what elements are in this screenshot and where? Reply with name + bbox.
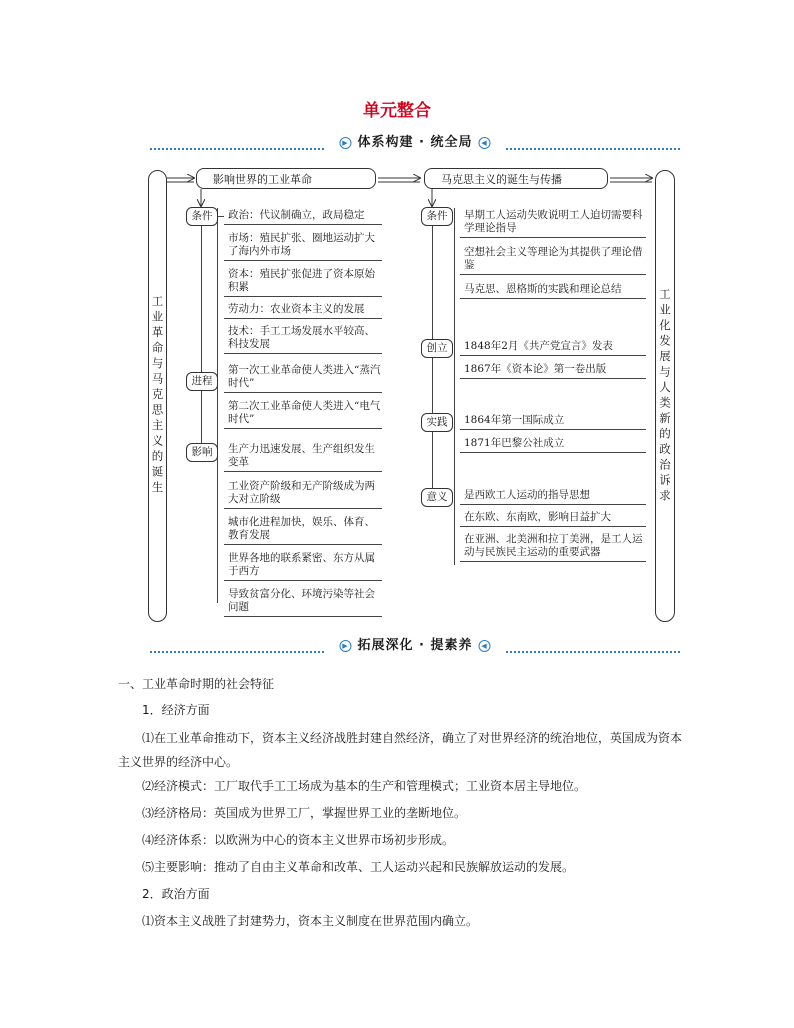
left-condition-item: 技术：手工工场发展水平较高、科技发展: [224, 322, 382, 354]
left-impact-item: 导致贫富分化、环境污染等社会问题: [224, 585, 382, 617]
right-practice-item: 1864年第一国际成立: [460, 411, 646, 430]
left-process-item: 第一次工业革命使人类进入“蒸汽时代”: [224, 361, 382, 393]
arrow-right-icon: ▶: [340, 137, 352, 149]
paragraph: 2．政治方面: [142, 887, 210, 901]
left-items-line: [217, 208, 218, 603]
left-process-item: 第二次工业革命使人类进入“电气时代”: [224, 397, 382, 429]
paragraph: ⑵经济模式：工厂取代手工工场成为基本的生产和管理模式；工业资本居主导地位。: [142, 779, 587, 793]
section-heading: 一、工业革命时期的社会特征: [118, 677, 275, 691]
paragraph: ⑷经济体系：以欧洲为中心的资本主义世界市场初步形成。: [142, 833, 455, 847]
left-impact-item: 工业资产阶级和无产阶级成为两大对立阶级: [224, 477, 382, 509]
page-title: 单元整合: [363, 101, 431, 121]
left-tree-line: [201, 226, 202, 450]
left-impact-item: 世界各地的联系紧密、东方从属于西方: [224, 549, 382, 581]
paragraph: 1．经济方面: [142, 703, 210, 717]
right-vertical-text: 工业化发展与人类新的政治诉求: [658, 287, 672, 505]
right-significance-item: 在亚洲、北美洲和拉丁美洲，是工人运动与民族民主运动的重要武器: [460, 530, 646, 562]
left-condition-item: 政治：代议制确立，政局稳定: [224, 206, 382, 225]
arrow-left-icon: ◀: [479, 640, 491, 652]
right-founding-item: 1848年2月《共产党宣言》发表: [460, 337, 646, 356]
right-tree-line: [432, 226, 433, 494]
left-condition-item: 市场：殖民扩张、圈地运动扩大了海内外市场: [224, 229, 382, 261]
paragraph: ⑶经济格局：英国成为世界工厂，掌握世界工业的垄断地位。: [142, 806, 467, 820]
left-condition-item: 劳动力：农业资本主义的发展: [224, 300, 382, 319]
right-top-box: 马克思主义的诞生与传播: [424, 168, 608, 189]
right-significance-item: 是西欧工人运动的指导思想: [460, 486, 646, 505]
right-condition-item: 早期工人运动失败说明工人迫切需要科学理论指导: [460, 206, 646, 238]
arrow-right-icon: ▶: [340, 640, 352, 652]
left-impact-item: 生产力迅速发展、生产组织发生变革: [224, 440, 382, 472]
paragraph: ⑴资本主义战胜了封建势力，资本主义制度在世界范围内确立。: [142, 914, 479, 928]
paragraph: ⑸主要影响：推动了自由主义革命和改革、工人运动兴起和民族解放运动的发展。: [142, 860, 575, 874]
left-condition-item: 资本：殖民扩张促进了资本原始积累: [224, 265, 382, 297]
paragraph: ⑴在工业革命推动下，资本主义经济战胜封建自然经济，确立了对世界经济的统治地位，英国成为资本主义世界的经济中心。: [118, 731, 683, 769]
right-significance-item: 在东欧、东南欧，影响日益扩大: [460, 508, 646, 527]
tag-left-process: 进程: [186, 372, 218, 391]
tag-right-significance: 意义: [421, 488, 453, 507]
right-items-line: [454, 208, 455, 565]
right-practice-item: 1871年巴黎公社成立: [460, 434, 646, 453]
banner-label: 拓展深化 · 提素养: [357, 638, 473, 653]
right-condition-item: 马克思、恩格斯的实践和理论总结: [460, 280, 646, 299]
banner-label: 体系构建 · 统全局: [357, 135, 473, 150]
left-top-box: 影响世界的工业革命: [196, 168, 376, 189]
banner-extension: [150, 634, 680, 656]
tag-left-conditions: 条件: [186, 207, 218, 226]
arrow-left-icon: ◀: [479, 137, 491, 149]
tag-left-impact: 影响: [186, 443, 218, 462]
right-founding-item: 1867年《资本论》第一卷出版: [460, 360, 646, 379]
right-condition-item: 空想社会主义等理论为其提供了理论借鉴: [460, 243, 646, 275]
tag-right-conditions: 条件: [421, 207, 453, 226]
left-vertical-text: 工业革命与马克思主义的诞生: [150, 295, 165, 497]
tag-right-founding: 创立: [421, 339, 453, 358]
tag-right-practice: 实践: [421, 413, 453, 432]
left-impact-item: 城市化进程加快，娱乐、体育、教育发展: [224, 513, 382, 545]
